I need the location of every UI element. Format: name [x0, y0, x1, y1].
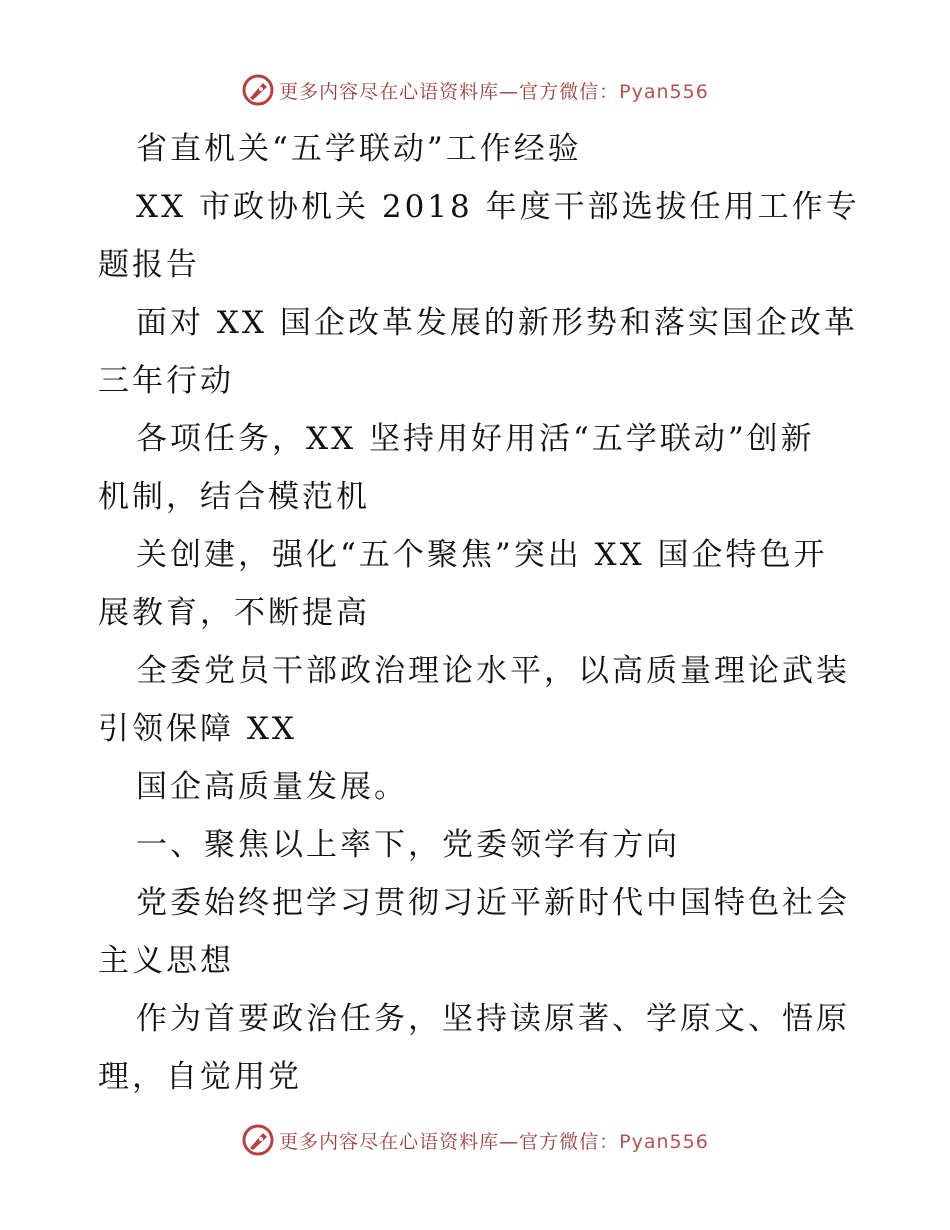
- banner-label: 更多内容尽在心语资料库—官方微信：: [279, 80, 620, 103]
- text-line: 全委党员干部政治理论水平，以高质量理论武装: [136, 653, 850, 689]
- text-line: 一、聚焦以上率下，党委领学有方向: [136, 827, 680, 863]
- text-line: 主义思想: [98, 943, 234, 979]
- banner-label: 更多内容尽在心语资料库—官方微信：: [279, 1130, 620, 1153]
- text-line: 展教育，不断提高: [98, 595, 370, 631]
- text-line: 国企高质量发展。: [136, 769, 408, 805]
- banner-wechat-id: Pyan556: [619, 1130, 709, 1153]
- document-body: [98, 120, 858, 1106]
- header-banner: [0, 70, 950, 110]
- banner-text: [279, 77, 709, 104]
- banner-wechat-id: Pyan556: [619, 80, 709, 103]
- text-line: 题报告: [98, 247, 200, 283]
- text-line: XX 市政协机关 2018 年度干部选拔任用工作专: [136, 189, 860, 225]
- text-line: 引领保障 XX: [98, 711, 297, 747]
- text-line: 各项任务，XX 坚持用好用活“五学联动”创新: [136, 421, 815, 457]
- text-line: 机制，结合模范机: [98, 479, 370, 515]
- text-line: 三年行动: [98, 363, 234, 399]
- pen-nib-logo-icon: [241, 73, 275, 107]
- text-line: 作为首要政治任务，坚持读原著、学原文、悟原: [136, 1001, 850, 1037]
- footer-banner: [0, 1120, 950, 1160]
- text-line: 理，自觉用党: [98, 1059, 302, 1095]
- text-line: 省直机关“五学联动”工作经验: [136, 131, 582, 167]
- text-line: 面对 XX 国企改革发展的新形势和落实国企改革: [136, 305, 858, 341]
- text-line: 党委始终把学习贯彻习近平新时代中国特色社会: [136, 885, 850, 921]
- banner-text: [279, 1127, 709, 1154]
- text-line: 关创建，强化“五个聚焦”突出 XX 国企特色开: [136, 537, 828, 573]
- pen-nib-logo-icon: [241, 1123, 275, 1157]
